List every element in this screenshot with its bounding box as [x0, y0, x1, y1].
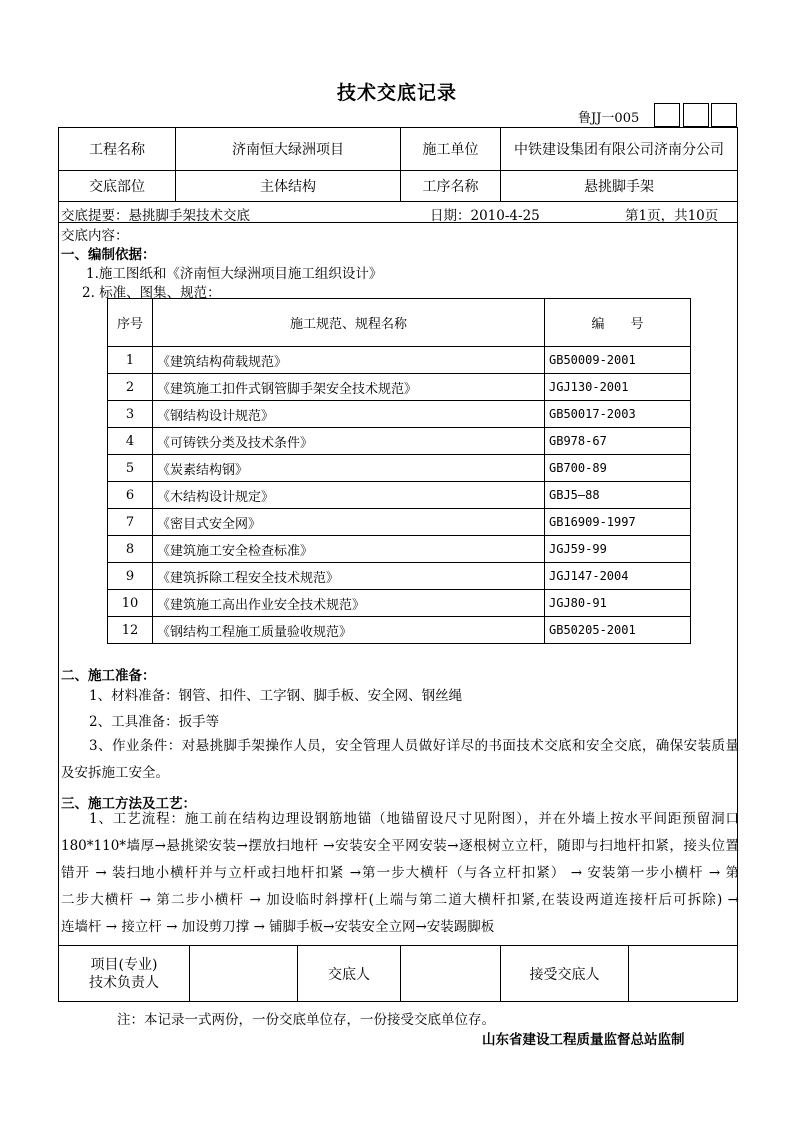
table-row [108, 563, 691, 590]
section2-conditions-line1: 3、作业条件：对悬挑脚手架操作人员，安全管理人员做好详尽的书面技术交底和安全交底，确保安装质量 [89, 738, 739, 754]
row-no: 7 [108, 509, 153, 536]
row-no: 5 [108, 455, 153, 482]
row-name: 《钢结构工程施工质量验收规范》 [153, 617, 545, 644]
standards-header-row [108, 299, 691, 347]
section3-heading: 三、施工方法及工艺： [61, 796, 196, 812]
table-row [108, 482, 691, 509]
footer: 山东省建设工程质量监督总站监制 [482, 1032, 685, 1048]
part-value: 主体结构 [260, 179, 316, 195]
frame-left [58, 127, 59, 1002]
code-box [683, 103, 709, 127]
col-code-header: 编 号 [545, 299, 691, 347]
row-no: 1 [108, 347, 153, 374]
table-row [108, 509, 691, 536]
section2-tools: 2、工具准备：扳手等 [89, 714, 220, 730]
row-name: 《建筑拆除工程安全技术规范》 [153, 563, 545, 590]
summary-date: 日期：2010-4-25 [430, 208, 540, 224]
row-code: GB700-89 [545, 455, 691, 482]
frame-bottom [58, 1001, 738, 1002]
summary-subject: 交底提要：悬挑脚手架技术交底 [61, 208, 250, 224]
col-name-header: 施工规范、规程名称 [153, 299, 545, 347]
part-label: 交底部位 [89, 179, 145, 195]
row-code: GB50009-2001 [545, 347, 691, 374]
table-row [108, 347, 691, 374]
standards-table [107, 298, 691, 644]
section1-heading: 一、编制依据： [61, 247, 156, 263]
table-row [108, 374, 691, 401]
process-label: 工序名称 [422, 179, 479, 195]
section2-conditions-line2: 及安拆施工安全。 [61, 765, 169, 781]
row-name: 《建筑结构荷载规范》 [153, 347, 545, 374]
row-no: 10 [108, 590, 153, 617]
receiver-field[interactable] [629, 946, 737, 1001]
table-row [108, 455, 691, 482]
col-no-header: 序号 [108, 299, 153, 347]
table-row [108, 428, 691, 455]
contractor-label: 施工单位 [422, 142, 479, 158]
section3-line5: 连墙杆 → 接立杆 → 加设剪刀撑 → 铺脚手板→安装安全立网→安装踢脚板 [61, 919, 495, 935]
tech-lead-label-line1: 项目(专业) [90, 956, 158, 973]
row-code: JGJ147-2004 [545, 563, 691, 590]
tech-lead-label [59, 946, 189, 1001]
note: 注：本记录一式两份，一份交底单位存，一份接受交底单位存。 [117, 1012, 495, 1028]
row-name: 《炭素结构钢》 [153, 455, 545, 482]
row-name: 《建筑施工扣件式钢管脚手架安全技术规范》 [153, 374, 545, 401]
row-name: 《密目式安全网》 [153, 509, 545, 536]
code-box [711, 103, 737, 127]
section1-item1: 1.施工图纸和《济南恒大绿洲项目施工组织设计》 [86, 266, 383, 282]
row-code: GB978-67 [545, 428, 691, 455]
form-code: 鲁JJ一005 [578, 111, 640, 126]
table-row [108, 617, 691, 644]
section2-heading: 二、施工准备： [61, 668, 156, 684]
summary-pages: 第1页，共10页 [625, 208, 719, 224]
row-no: 2 [108, 374, 153, 401]
row-no: 8 [108, 536, 153, 563]
row-no: 9 [108, 563, 153, 590]
row-code: GB16909-1997 [545, 509, 691, 536]
header-row-divider [58, 201, 738, 202]
row-name: 《钢结构设计规范》 [153, 401, 545, 428]
table-row [108, 590, 691, 617]
code-box [654, 103, 680, 127]
section2-materials: 1、材料准备：钢管、扣件、工字钢、脚手板、安全网、钢丝绳 [89, 688, 463, 704]
row-no: 12 [108, 617, 153, 644]
content-label: 交底内容： [61, 228, 129, 244]
presenter-label: 交底人 [328, 966, 370, 983]
row-no: 4 [108, 428, 153, 455]
row-code: JGJ59-99 [545, 536, 691, 563]
section3-line2: 180*110*墙厚→悬挑梁安装→摆放扫地杆 →安装安全平网安装→逐根树立立杆，随即与扫地杆扣紧，接头位置 [61, 838, 739, 854]
tech-lead-label-line2: 技术负责人 [89, 974, 159, 991]
row-name: 《建筑施工安全检查标准》 [153, 536, 545, 563]
row-name: 《可铸铁分类及技术条件》 [153, 428, 545, 455]
row-code: JGJ80-91 [545, 590, 691, 617]
row-code: GB50205-2001 [545, 617, 691, 644]
row-name: 《建筑施工高出作业安全技术规范》 [153, 590, 545, 617]
receiver-label: 接受交底人 [529, 966, 600, 983]
table-row [108, 536, 691, 563]
project-value: 济南恒大绿洲项目 [232, 142, 344, 158]
presenter-field[interactable] [401, 946, 500, 1001]
page-title: 技术交底记录 [336, 82, 457, 104]
table-row [108, 401, 691, 428]
row-code: GB50017-2003 [545, 401, 691, 428]
row-no: 6 [108, 482, 153, 509]
row-code: GBJ5—88 [545, 482, 691, 509]
project-label: 工程名称 [89, 142, 145, 158]
row-name: 《木结构设计规定》 [153, 482, 545, 509]
section3-line3: 错开 → 装扫地小横杆并与立杆或扫地杆扣紧 →第一步大横杆（与各立杆扣紧） → 安装第一步小横杆 → 第 [61, 865, 739, 881]
process-value: 悬挑脚手架 [584, 179, 654, 195]
contractor-value: 中铁建设集团有限公司济南分公司 [514, 142, 724, 158]
row-no: 3 [108, 401, 153, 428]
section1-item2: 2. 标准、图集、规范： [82, 285, 221, 301]
tech-lead-field[interactable] [190, 946, 297, 1001]
section3-line4: 二步大横杆 → 第二步小横杆 → 加设临时斜撑杆(上端与第二道大横杆扣紧,在装设两道连接杆后可拆除) → [61, 892, 739, 908]
row-code: JGJ130-2001 [545, 374, 691, 401]
section3-line1: 1、工艺流程：施工前在结构边理设钢筋地锚（地锚留设尺寸见附图），并在外墙上按水平间距预留洞口 [89, 811, 739, 827]
